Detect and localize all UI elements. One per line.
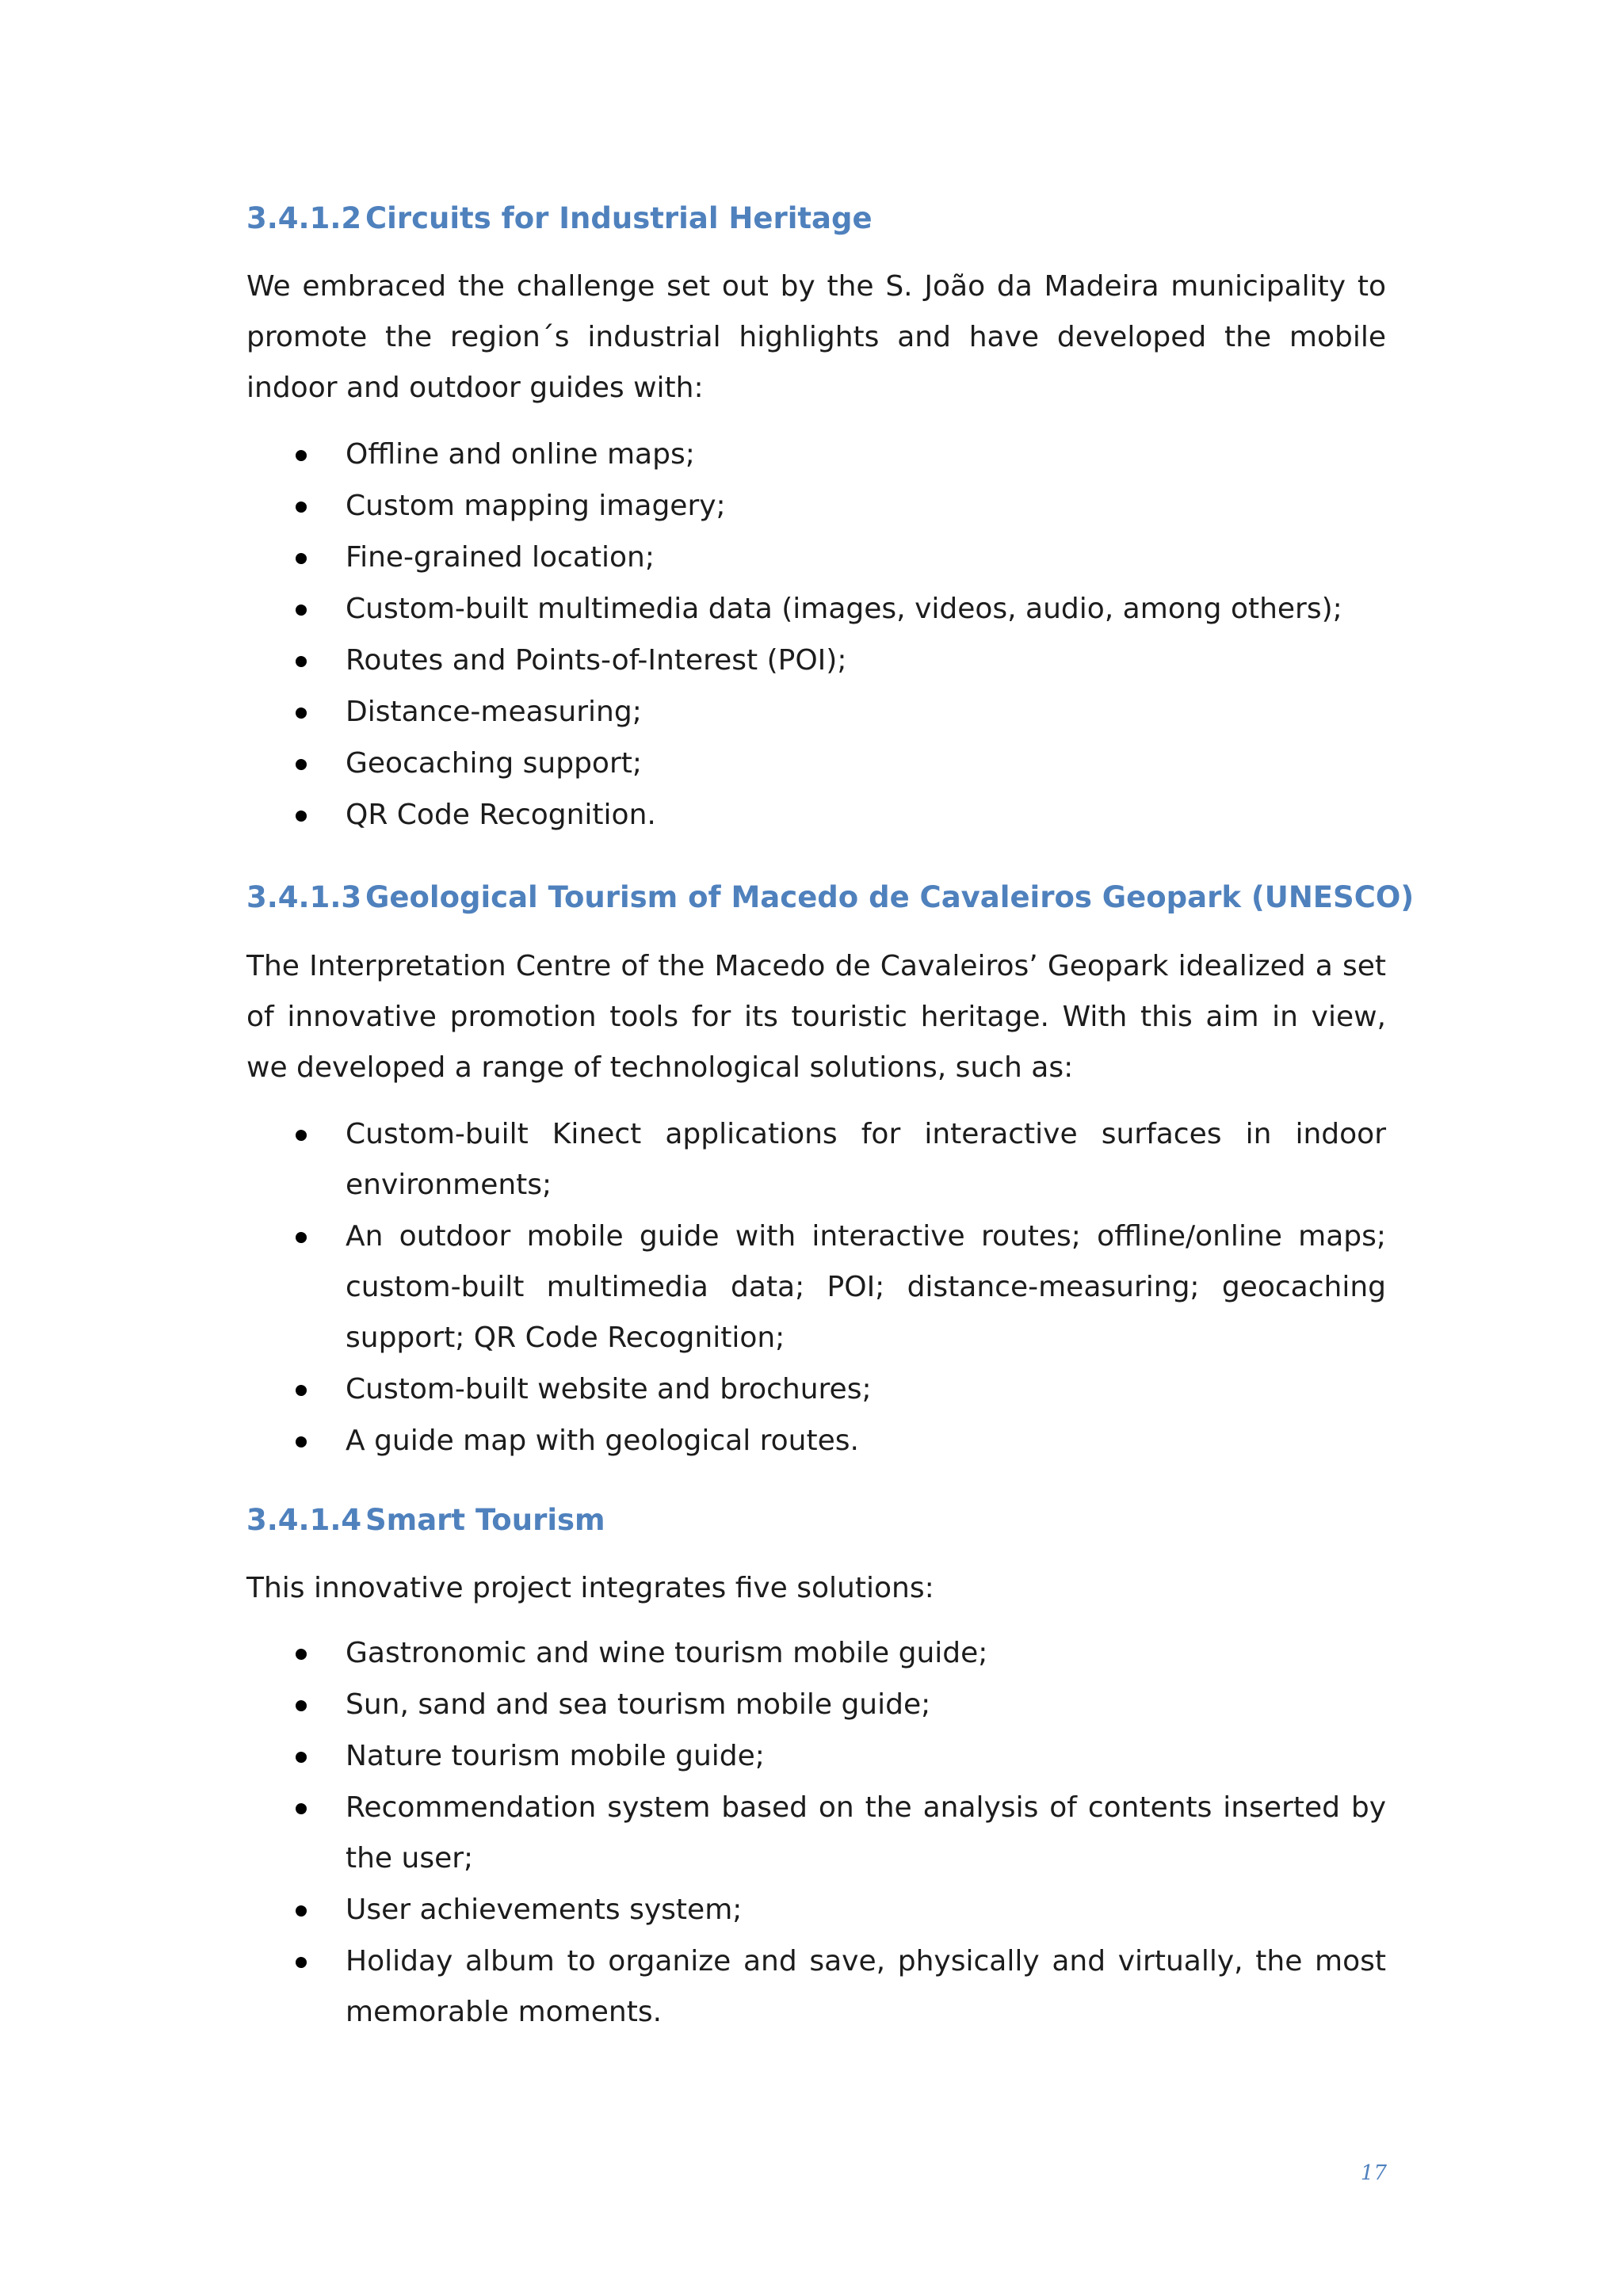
list-item: Fine-grained location;	[246, 532, 1386, 583]
section-number: 3.4.1.3	[246, 880, 362, 914]
section-number: 3.4.1.4	[246, 1503, 362, 1537]
section-paragraph: This innovative project integrates five solutions:	[246, 1572, 934, 1604]
list-item: QR Code Recognition.	[246, 790, 1386, 841]
bullet-icon	[296, 553, 307, 564]
bullet-icon	[296, 1649, 307, 1660]
bullet-list	[246, 1628, 1386, 2039]
bullet-icon	[296, 810, 307, 822]
list-item: Custom-built website and brochures;	[246, 1364, 1386, 1415]
bullet-icon	[296, 1232, 307, 1243]
section-title: Smart Tourism	[365, 1503, 605, 1537]
bullet-icon	[296, 759, 307, 770]
section-number: 3.4.1.2	[246, 201, 362, 235]
bullet-icon	[296, 1803, 307, 1814]
section-heading-3-4-1-4	[246, 1501, 1386, 1539]
bullet-icon	[296, 1436, 307, 1447]
list-item: Offline and online maps;	[246, 429, 1386, 480]
bullet-icon	[296, 1700, 307, 1711]
bullet-icon	[296, 1957, 307, 1968]
bullet-list	[246, 1109, 1386, 1467]
list-item: Routes and Points-of-Interest (POI);	[246, 635, 1386, 686]
bullet-icon	[296, 1905, 307, 1917]
section-title: Geological Tourism of Macedo de Cavaleiros Geopark (UNESCO)	[365, 880, 1415, 914]
bullet-icon	[296, 502, 307, 513]
bullet-list	[246, 429, 1386, 841]
list-item: Holiday album to organize and save, physically and virtually, the most memorable moments.	[246, 1936, 1386, 2038]
list-item: A guide map with geological routes.	[246, 1416, 1386, 1466]
bullet-icon	[296, 707, 307, 719]
page-number: 17	[1360, 2161, 1387, 2185]
section-paragraph: We embraced the challenge set out by the S. João da Madeira municipality to promote the region´s industrial highlights and have developed the mobile indoor and outdoor guides with:	[246, 270, 1386, 404]
bullet-icon	[296, 1130, 307, 1141]
list-item: An outdoor mobile guide with interactive routes; offline/online maps; custom-built multimedia data; POI; distance-measuring; geocaching support; QR Code Recognition;	[246, 1211, 1386, 1363]
section-heading-3-4-1-2	[246, 200, 1386, 238]
list-item: Nature tourism mobile guide;	[246, 1731, 1386, 1782]
bullet-icon	[296, 1752, 307, 1763]
list-item: Recommendation system based on the analysis of contents inserted by the user;	[246, 1783, 1386, 1884]
section-heading-3-4-1-3	[246, 879, 1415, 917]
list-item: Geocaching support;	[246, 738, 1386, 789]
list-item: Custom-built Kinect applications for interactive surfaces in indoor environments;	[246, 1109, 1386, 1211]
list-item: Gastronomic and wine tourism mobile guide;	[246, 1628, 1386, 1679]
bullet-icon	[296, 605, 307, 616]
list-item: Sun, sand and sea tourism mobile guide;	[246, 1680, 1386, 1730]
bullet-icon	[296, 1385, 307, 1396]
bullet-icon	[296, 656, 307, 667]
bullet-icon	[296, 450, 307, 461]
section-paragraph: The Interpretation Centre of the Macedo de Cavaleiros’ Geopark idealized a set of innovative promotion tools for its touristic heritage. With this aim in view, we developed a range of technological solutions, such as:	[246, 950, 1386, 1084]
list-item: Custom mapping imagery;	[246, 481, 1386, 532]
list-item: Custom-built multimedia data (images, videos, audio, among others);	[246, 584, 1386, 635]
list-item: Distance-measuring;	[246, 687, 1386, 738]
list-item: User achievements system;	[246, 1885, 1386, 1936]
section-title: Circuits for Industrial Heritage	[365, 201, 873, 235]
